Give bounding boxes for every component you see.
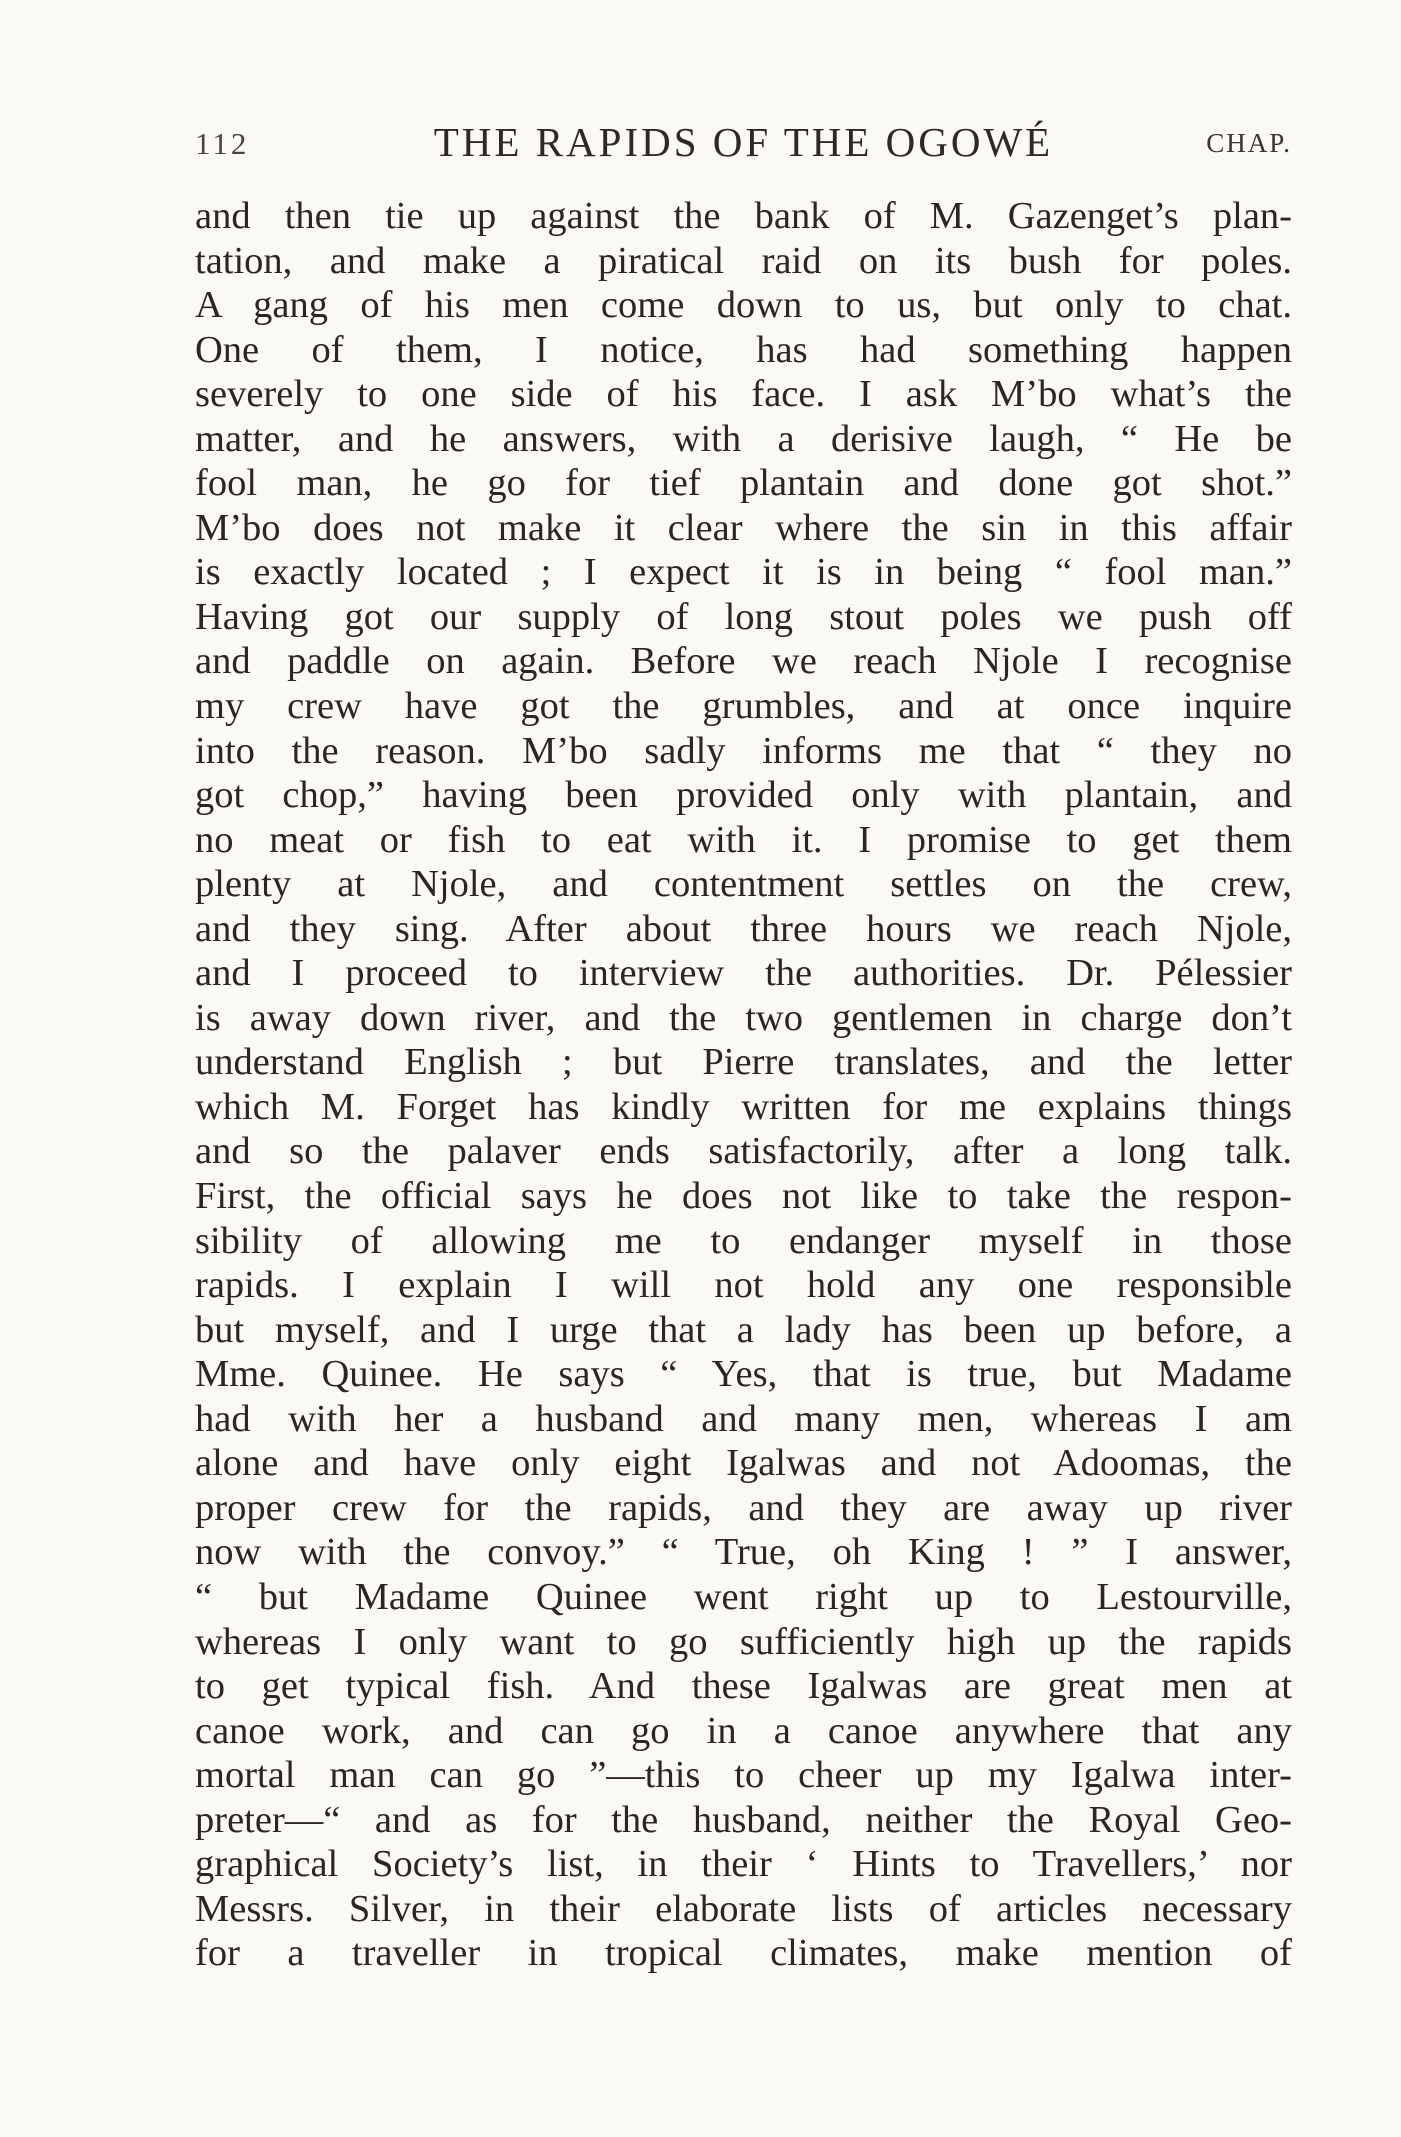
- page-number: 112: [195, 126, 250, 161]
- text-line: Mme. Quinee. He says “ Yes, that is true, but Madame: [195, 1353, 1292, 1396]
- text-line: plenty at Njole, and contentment settles on the crew,: [195, 863, 1292, 906]
- text-line: and so the palaver ends satisfactorily, after a long talk.: [195, 1130, 1292, 1173]
- text-line: and paddle on again. Before we reach Njole I recognise: [195, 640, 1292, 683]
- text-line: graphical Society’s list, in their ‘ Hints to Travellers,’ nor: [195, 1843, 1292, 1886]
- text-line: proper crew for the rapids, and they are away up river: [195, 1486, 1292, 1529]
- text-line: and they sing. After about three hours we reach Njole,: [195, 907, 1292, 950]
- text-line: sibility of allowing me to endanger myself in those: [195, 1219, 1292, 1262]
- text-line: fool man, he go for tief plantain and done got shot.”: [195, 462, 1292, 505]
- text-line: alone and have only eight Igalwas and not Adoomas, the: [195, 1442, 1292, 1485]
- text-line: mortal man can go ”—this to cheer up my Igalwa inter-: [195, 1754, 1292, 1797]
- text-line: into the reason. M’bo sadly informs me that “ they no: [195, 729, 1292, 772]
- text-line: M’bo does not make it clear where the sin in this affair: [195, 506, 1292, 549]
- text-line: A gang of his men come down to us, but only to chat.: [195, 284, 1292, 327]
- text-line: tation, and make a piratical raid on its bush for poles.: [195, 239, 1292, 282]
- text-line: my crew have got the grumbles, and at once inquire: [195, 685, 1292, 728]
- text-line: got chop,” having been provided only with plantain, and: [195, 774, 1292, 817]
- body-text: [195, 194, 1292, 1976]
- text-line: is exactly located ; I expect it is in being “ fool man.”: [195, 551, 1292, 594]
- text-line: matter, and he answers, with a derisive laugh, “ He be: [195, 417, 1292, 460]
- text-line: and then tie up against the bank of M. Gazenget’s plan-: [195, 195, 1292, 237]
- text-line: no meat or fish to eat with it. I promise to get them: [195, 818, 1292, 861]
- text-line: now with the convoy.” “ True, oh King ! ” I answer,: [195, 1531, 1292, 1574]
- text-line: understand English ; but Pierre translates, and the letter: [195, 1041, 1292, 1084]
- running-title: THE RAPIDS OF THE OGOWÉ: [433, 119, 1054, 165]
- text-line: preter—“ and as for the husband, neither the Royal Geo-: [195, 1798, 1292, 1841]
- text-line: rapids. I explain I will not hold any one responsible: [195, 1264, 1292, 1307]
- text-line: Messrs. Silver, in their elaborate lists of articles necessary: [195, 1887, 1292, 1930]
- text-line: but myself, and I urge that a lady has been up before, a: [195, 1308, 1292, 1351]
- text-line: canoe work, and can go in a canoe anywhere that any: [195, 1709, 1292, 1752]
- running-head: [195, 118, 1292, 170]
- text-line: One of them, I notice, has had something happen: [195, 328, 1292, 371]
- chapter-label: CHAP.: [1206, 128, 1292, 158]
- text-line: which M. Forget has kindly written for me explains things: [195, 1085, 1292, 1128]
- text-line: First, the official says he does not like to take the respon-: [195, 1175, 1292, 1218]
- text-line: severely to one side of his face. I ask M’bo what’s the: [195, 373, 1292, 416]
- text-line: whereas I only want to go sufficiently high up the rapids: [195, 1620, 1292, 1663]
- text-line: to get typical fish. And these Igalwas are great men at: [195, 1665, 1292, 1708]
- text-line: is away down river, and the two gentlemen in charge don’t: [195, 996, 1292, 1039]
- text-line: Having got our supply of long stout poles we push off: [195, 595, 1292, 638]
- text-line: “ but Madame Quinee went right up to Lestourville,: [195, 1575, 1292, 1618]
- text-line: had with her a husband and many men, whereas I am: [195, 1397, 1292, 1440]
- text-line: and I proceed to interview the authorities. Dr. Pélessier: [195, 952, 1292, 995]
- text-line: for a traveller in tropical climates, make mention of: [195, 1932, 1292, 1975]
